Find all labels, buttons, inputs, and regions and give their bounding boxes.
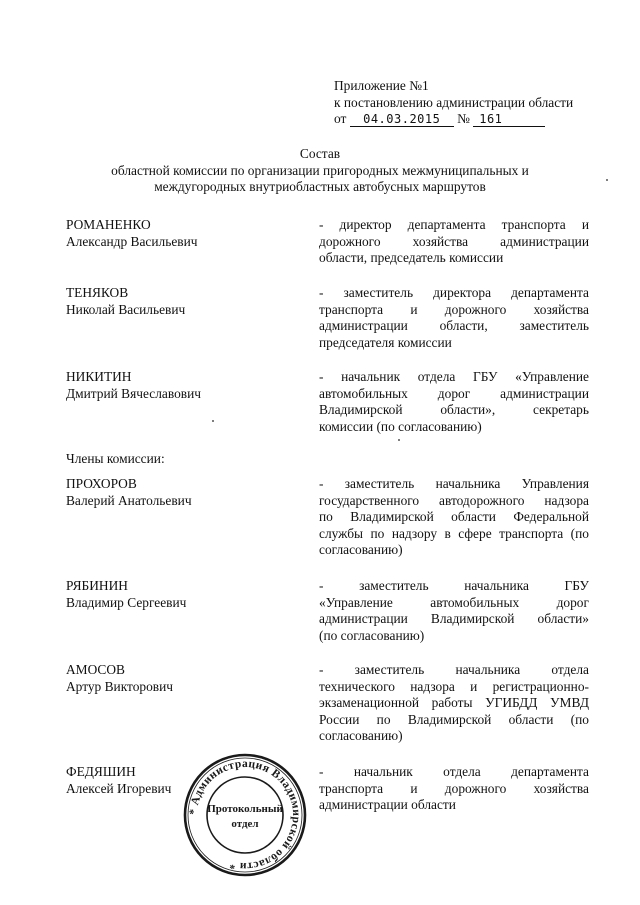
person-given-name: Николай Васильевич [66, 301, 186, 317]
seal-center-line-1: Протокольный [207, 803, 283, 815]
seal-outer-ring [185, 755, 305, 875]
role-line: администрации Владимирской области» [319, 611, 589, 626]
role-line: председателя комиссии [319, 334, 452, 350]
role-line: администрации области [319, 797, 456, 812]
number-prefix: № [457, 111, 470, 126]
person-given-name: Дмитрий Вячеславович [66, 385, 201, 401]
role-line: дорожного хозяйства администрации [319, 233, 589, 249]
role-line: экзаменационной работы УГИБДД УМВД [319, 695, 589, 710]
person-role [319, 476, 589, 559]
title-line-2: областной комиссии по организации пригородных межмуниципальных и [111, 162, 529, 178]
person-given-name: Александр Васильевич [66, 233, 198, 249]
role-line: - заместитель начальника Управления [319, 476, 589, 491]
person-surname: НИКИТИН [66, 369, 132, 384]
role-line: администрации области, заместитель [319, 318, 589, 333]
date-prefix: от [334, 111, 347, 126]
role-line: по Владимирской области Федеральной [319, 509, 589, 524]
resolution-date: 04.03.2015 [350, 113, 454, 127]
seal-center-line-2: отдел [231, 818, 259, 830]
person-given-name: Владимир Сергеевич [66, 594, 187, 610]
person-surname: ФЕДЯШИН [66, 764, 136, 779]
person-role [319, 764, 589, 814]
person-role [319, 578, 589, 644]
scan-speck [398, 439, 400, 441]
role-line: - заместитель директора департамента [319, 285, 589, 300]
role-line: - директор департамента транспорта и [319, 217, 589, 232]
role-line: - начальник отдела департамента [319, 764, 589, 779]
person-name-block [66, 578, 296, 611]
role-line: области, председатель комиссии [319, 250, 504, 265]
appendix-label: Приложение №1 [334, 78, 429, 93]
person-role [319, 217, 589, 267]
seal-inner-ring [207, 777, 283, 853]
role-line: (по согласованию) [319, 627, 425, 643]
person-role [319, 369, 589, 435]
person-given-name: Алексей Игоревич [66, 780, 172, 796]
role-line: согласованию) [319, 542, 403, 557]
person-name-block [66, 662, 296, 695]
person-surname: РЯБИНИН [66, 578, 128, 593]
role-line: технического надзора и регистрационно- [319, 678, 589, 694]
person-surname: АМОСОВ [66, 662, 125, 677]
resolution-number: 161 [473, 113, 545, 127]
person-given-name: Валерий Анатольевич [66, 492, 192, 508]
role-line: «Управление автомобильных дорог [319, 594, 589, 610]
role-line: Владимирской области», секретарь [319, 402, 589, 417]
seal-ring-text: * Администрация Владимирской области * [187, 757, 303, 873]
person-name-block [66, 285, 296, 318]
title-line-1: Состав [299, 146, 341, 161]
person-name-block [66, 369, 296, 402]
round-seal-stamp [182, 752, 308, 878]
person-surname: РОМАНЕНКО [66, 217, 151, 232]
role-line: - заместитель начальника отдела [319, 662, 589, 677]
appendix-resolution: к постановлению администрации области [334, 94, 574, 110]
role-line: - заместитель начальника ГБУ [319, 578, 589, 593]
scan-speck [606, 179, 608, 181]
role-line: государственного автодорожного надзора [319, 492, 589, 508]
document-title [40, 146, 600, 196]
role-line: транспорта и дорожного хозяйства [319, 780, 589, 796]
appendix-header [334, 78, 614, 128]
person-surname: ТЕНЯКОВ [66, 285, 129, 300]
title-line-3: междугородных внутриобластных автобусных маршрутов [154, 179, 486, 194]
person-role [319, 285, 589, 351]
person-surname: ПРОХОРОВ [66, 476, 137, 491]
role-line: - начальник отдела ГБУ «Управление [319, 369, 589, 384]
role-line: России по Владимирской области (по [319, 711, 589, 727]
scan-speck [212, 420, 214, 422]
person-given-name: Артур Викторович [66, 678, 174, 694]
role-line: согласованию) [319, 728, 403, 743]
appendix-date-line [334, 111, 614, 128]
role-line: транспорта и дорожного хозяйства [319, 301, 589, 317]
role-line: службы по надзору в сфере транспорта (по [319, 525, 589, 541]
person-name-block [66, 217, 296, 250]
role-line: автомобильных дорог администрации [319, 385, 589, 401]
members-heading: Члены комиссии: [66, 451, 165, 466]
person-role [319, 662, 589, 745]
role-line: комиссии (по согласованию) [319, 418, 482, 434]
person-name-block [66, 476, 296, 509]
